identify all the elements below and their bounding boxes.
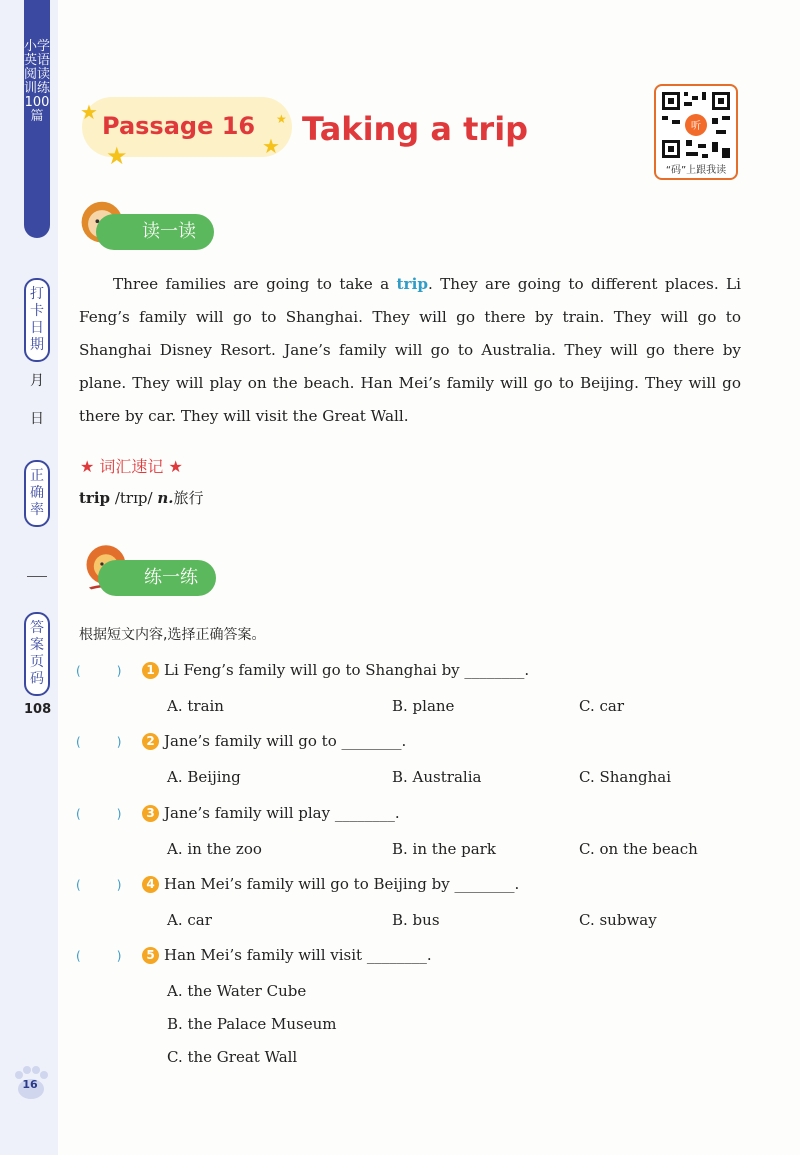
option-c[interactable]: C. subway (579, 911, 657, 929)
vocab-meaning: 旅行 (173, 489, 204, 507)
option-c[interactable]: C. the Great Wall (167, 1048, 298, 1066)
question-number-badge: 5 (142, 947, 159, 964)
passage-label: Passage 16 (102, 112, 256, 140)
star-icon: ★ (262, 134, 280, 158)
sidebar (0, 0, 58, 1155)
star-icon: ★ (276, 112, 287, 126)
vocab-word: trip (79, 489, 111, 507)
question-1 (76, 661, 529, 679)
page-title: Taking a trip (302, 110, 529, 148)
keyword-highlight: trip (396, 275, 428, 293)
answer-blank[interactable]: ( ) (76, 949, 122, 963)
answer-blank[interactable]: ( ) (76, 664, 122, 678)
month-label: 月 (30, 373, 44, 389)
question-4 (76, 875, 519, 893)
option-c[interactable]: C. Shanghai (579, 768, 672, 786)
vocab-phonetic: /trɪp/ (114, 489, 153, 507)
vocab-entry (79, 487, 203, 508)
option-b[interactable]: B. bus (392, 911, 440, 929)
accuracy-line (27, 576, 47, 577)
option-b[interactable]: B. the Palace Museum (167, 1015, 337, 1033)
vocab-heading: ★ 词汇速记 ★ (80, 457, 183, 476)
qr-code-icon (656, 88, 736, 162)
qr-caption: “码”上跟我读 (665, 165, 727, 176)
question-text: Jane’s family will go to ________. (164, 732, 407, 750)
option-c[interactable]: C. on the beach (579, 840, 698, 858)
passage-text-rest: . They are going to different places. Li Feng’s family will go to Shanghai. They will go there by train. They will go to Shanghai Disney Resort. Jane’s family will go to Australia. They will go there by plane. They will play on the beach. Han Mei’s family will go to Beijing. They will go there by car. They will visit the Great Wall. (79, 275, 741, 425)
option-a[interactable]: A. train (167, 697, 224, 715)
qr-code[interactable] (654, 84, 738, 180)
vocab-pos: n. (157, 489, 174, 507)
answer-page-label: 答案页码 (24, 612, 50, 696)
question-2 (76, 732, 406, 750)
passage-text-start: Three families are going to take a (113, 275, 397, 293)
day-label: 日 (30, 411, 44, 427)
accuracy-label: 正确率 (24, 460, 50, 527)
question-text: Han Mei’s family will visit ________. (164, 946, 432, 964)
option-a[interactable]: A. car (167, 911, 212, 929)
qr-badge-text: 听 (691, 121, 701, 132)
page-number: 16 (22, 1078, 38, 1091)
answer-page-number: 108 (24, 702, 52, 717)
passage-paragraph (79, 268, 741, 433)
answer-blank[interactable]: ( ) (76, 807, 122, 821)
question-text: Jane’s family will play ________. (164, 804, 400, 822)
question-number-badge: 4 (142, 876, 159, 893)
option-a[interactable]: A. Beijing (167, 768, 241, 786)
star-icon: ★ (106, 142, 128, 170)
option-c[interactable]: C. car (579, 697, 624, 715)
question-number-badge: 2 (142, 733, 159, 750)
answer-blank[interactable]: ( ) (76, 735, 122, 749)
option-b[interactable]: B. plane (392, 697, 455, 715)
section-read-label: 读一读 (96, 214, 214, 250)
question-5 (76, 946, 432, 964)
question-3 (76, 804, 400, 822)
section-practice-label: 练一练 (98, 560, 216, 596)
question-text: Han Mei’s family will go to Beijing by ________. (164, 875, 520, 893)
question-number-badge: 3 (142, 805, 159, 822)
option-a[interactable]: A. the Water Cube (167, 982, 307, 1000)
series-title: 小学英语阅读训练100篇 (24, 0, 50, 238)
star-icon: ★ (80, 100, 98, 124)
option-b[interactable]: B. in the park (392, 840, 496, 858)
checkin-label: 打卡日期 (24, 278, 50, 362)
option-b[interactable]: B. Australia (392, 768, 482, 786)
practice-instruction: 根据短文内容,选择正确答案。 (79, 627, 266, 643)
option-a[interactable]: A. in the zoo (167, 840, 262, 858)
question-number-badge: 1 (142, 662, 159, 679)
answer-blank[interactable]: ( ) (76, 878, 122, 892)
question-text: Li Feng’s family will go to Shanghai by ________. (164, 661, 530, 679)
